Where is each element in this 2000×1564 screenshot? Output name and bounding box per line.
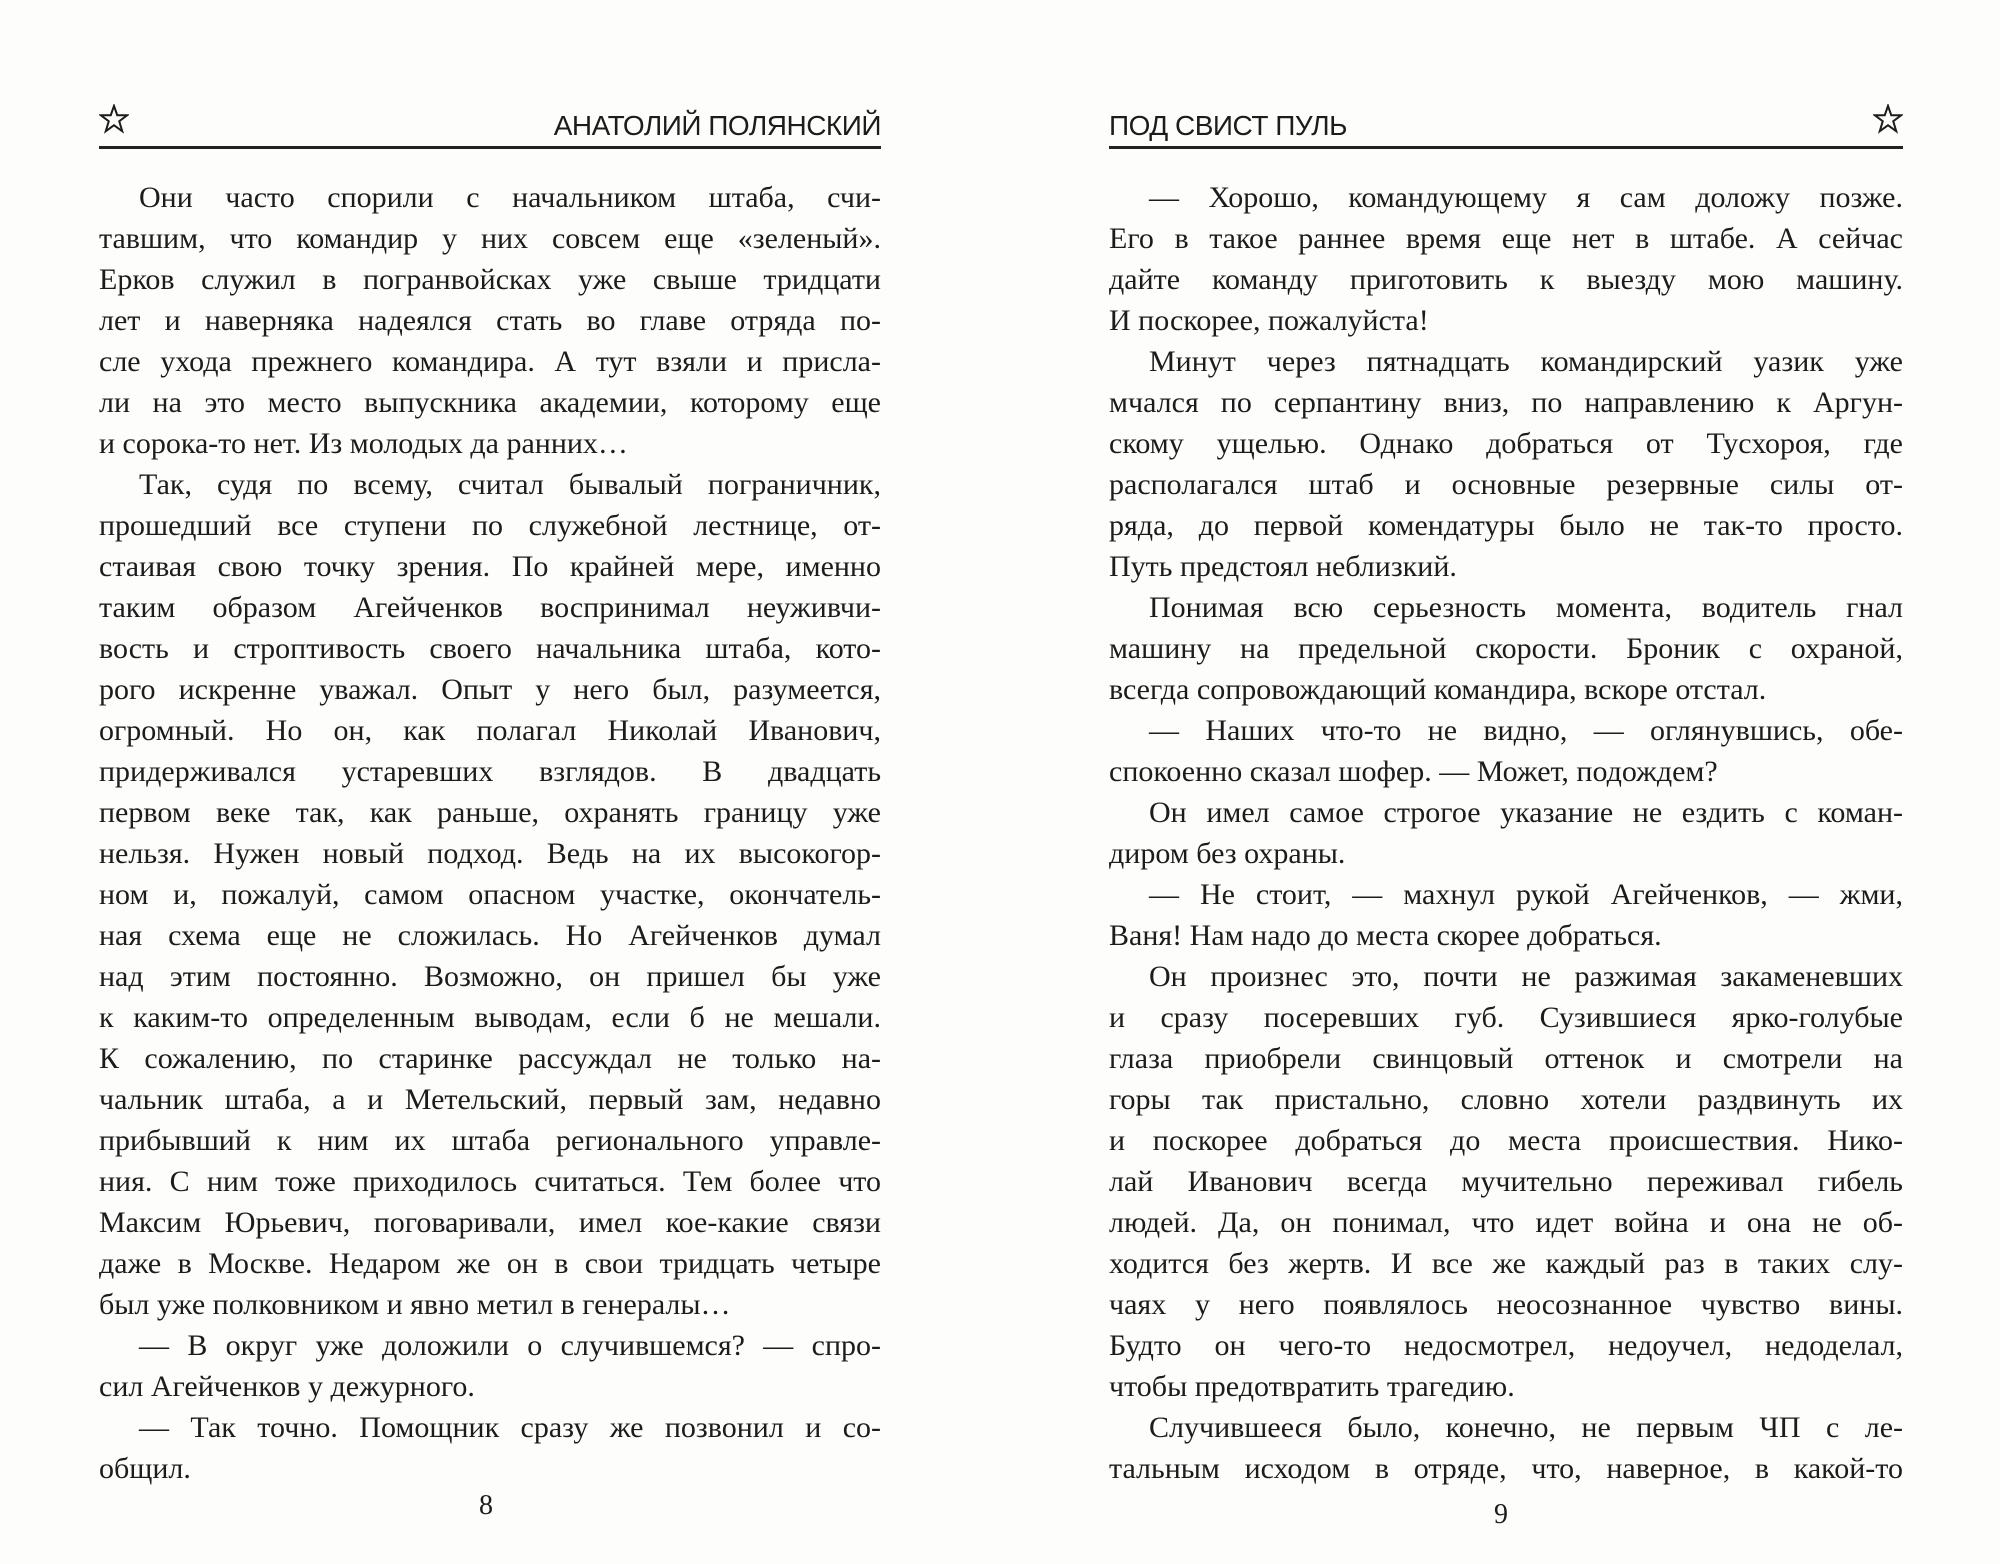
text-line: людей. Да, он понимал, что идет война и она не об-: [1109, 1206, 1903, 1239]
text-line: К сожалению, по старинке рассуждал не только на-: [99, 1042, 881, 1075]
header-rule: [99, 146, 881, 149]
text-line: Он произнес это, почти не разжимая закаменевших: [1149, 960, 1903, 993]
text-line: лай Иванович всегда мучительно переживал гибель: [1109, 1165, 1903, 1198]
text-line: Понимая всю серьезность момента, водитель гнал: [1149, 591, 1903, 624]
text-line: Ваня! Нам надо до места скорее добраться.: [1109, 919, 1662, 952]
text-line: таким образом Агейченков воспринимал неуживчи-: [99, 591, 881, 624]
text-line: глаза приобрели свинцовый оттенок и смотрели на: [1109, 1042, 1903, 1075]
text-line: был уже полковником и явно метил в генералы…: [99, 1288, 731, 1321]
text-line: ряда, до первой комендатуры было не так-то просто.: [1109, 509, 1903, 542]
text-line: всегда сопровождающий командира, вскоре отстал.: [1109, 673, 1767, 706]
text-line: ная схема еще не сложилась. Но Агейченков думал: [99, 919, 881, 952]
star-outline-icon: [1873, 104, 1903, 134]
text-line: — Наших что-то не видно, — оглянувшись, обе-: [1149, 714, 1903, 747]
text-line: нельзя. Нужен новый подход. Ведь на их высокогор-: [99, 837, 881, 870]
text-line: придерживался устаревших взглядов. В двадцать: [99, 755, 881, 788]
text-line: ходится без жертв. И все же каждый раз в таких слу-: [1109, 1247, 1903, 1280]
text-line: общил.: [99, 1452, 191, 1485]
text-line: чальник штаба, а и Метельский, первый зам, недавно: [99, 1083, 881, 1116]
text-line: стаивая свою точку зрения. По крайней мере, именно: [99, 550, 881, 583]
text-line: вость и строптивость своего начальника штаба, кото-: [99, 632, 881, 665]
text-line: ния. С ним тоже приходилось считаться. Тем более что: [99, 1165, 881, 1198]
text-line: сле ухода прежнего командира. А тут взяли и присла-: [99, 345, 881, 378]
text-line: ном и, пожалуй, самом опасном участке, окончатель-: [99, 878, 881, 911]
text-line: огромный. Но он, как полагал Николай Иванович,: [99, 714, 881, 747]
star-outline-icon: [99, 104, 129, 134]
author-name: АНАТОЛИЙ ПОЛЯНСКИЙ: [553, 110, 881, 141]
text-line: чтобы предотвратить трагедию.: [1109, 1370, 1515, 1403]
text-line: чаях у него появлялось неосознанное чувство вины.: [1109, 1288, 1903, 1321]
text-line: тавшим, что командир у них совсем еще «зеленый».: [99, 222, 881, 255]
page-number: 8: [479, 1490, 493, 1521]
text-line: машину на предельной скорости. Броник с охраной,: [1109, 632, 1903, 665]
text-line: горы так пристально, словно хотели раздвинуть их: [1109, 1083, 1903, 1116]
text-line: прибывший к ним их штаба регионального управле-: [99, 1124, 881, 1157]
page-body: [1109, 177, 1903, 1489]
text-line: Его в такое раннее время еще нет в штабе. А сейчас: [1109, 222, 1903, 255]
text-line: — Хорошо, командующему я сам доложу позже.: [1149, 181, 1903, 214]
text-line: мчался по серпантину вниз, по направлению к Аргун-: [1109, 386, 1903, 419]
text-line: лет и наверняка надеялся стать во главе отряда по-: [99, 304, 881, 337]
text-line: дайте команду приготовить к выезду мою машину.: [1109, 263, 1903, 296]
text-line: и поскорее добраться до места происшествия. Нико-: [1109, 1124, 1903, 1157]
text-line: Будто он чего-то недосмотрел, недоучел, недоделал,: [1109, 1329, 1903, 1362]
text-line: Они часто спорили с начальником штаба, счи-: [139, 181, 881, 214]
text-line: — Так точно. Помощник сразу же позвонил и со-: [139, 1411, 881, 1444]
text-line: и сорока-то нет. Из молодых да ранних…: [99, 427, 628, 460]
header-rule: [1109, 146, 1903, 149]
running-header: [1109, 100, 1903, 146]
text-line: сил Агейченков у дежурного.: [99, 1370, 475, 1403]
text-line: Максим Юрьевич, поговаривали, имел кое-какие связи: [99, 1206, 881, 1239]
text-line: скому ущелью. Однако добраться от Тусхороя, где: [1109, 427, 1903, 460]
text-line: над этим постоянно. Возможно, он пришел бы уже: [99, 960, 881, 993]
text-line: Минут через пятнадцать командирский уазик уже: [1149, 345, 1903, 378]
text-line: рого искренне уважал. Опыт у него был, разумеется,: [99, 673, 881, 706]
text-line: — Не стоит, — махнул рукой Агейченков, — жми,: [1149, 878, 1903, 911]
text-line: даже в Москве. Недаром же он в свои тридцать четыре: [99, 1247, 881, 1280]
text-line: Случившееся было, конечно, не первым ЧП с ле-: [1149, 1411, 1903, 1444]
text-line: — В округ уже доложили о случившемся? — спро-: [139, 1329, 881, 1362]
text-line: Ерков служил в погранвойсках уже свыше тридцати: [99, 263, 881, 296]
page-body: [99, 177, 881, 1489]
text-line: и сразу посеревших губ. Сузившиеся ярко-голубые: [1109, 1001, 1903, 1034]
text-line: первом веке так, как раньше, охранять границу уже: [99, 796, 881, 829]
text-line: тальным исходом в отряде, что, наверное, в какой-то: [1109, 1452, 1903, 1485]
running-header: [99, 100, 881, 146]
text-line: к каким-то определенным выводам, если б не мешали.: [99, 1001, 881, 1034]
text-line: ли на это место выпускника академии, которому еще: [99, 386, 881, 419]
book-title: ПОД СВИСТ ПУЛЬ: [1109, 110, 1347, 141]
page-number: 9: [1494, 1499, 1508, 1530]
text-line: Так, судя по всему, считал бывалый пограничник,: [139, 468, 881, 501]
text-line: диром без охраны.: [1109, 837, 1346, 870]
text-line: располагался штаб и основные резервные силы от-: [1109, 468, 1903, 501]
text-line: прошедший все ступени по служебной лестнице, от-: [99, 509, 881, 542]
text-line: спокоенно сказал шофер. — Может, подождем?: [1109, 755, 1718, 788]
text-line: Он имел самое строгое указание не ездить с коман-: [1149, 796, 1903, 829]
text-line: Путь предстоял неблизкий.: [1109, 550, 1457, 583]
text-line: И поскорее, пожалуйста!: [1109, 304, 1429, 337]
